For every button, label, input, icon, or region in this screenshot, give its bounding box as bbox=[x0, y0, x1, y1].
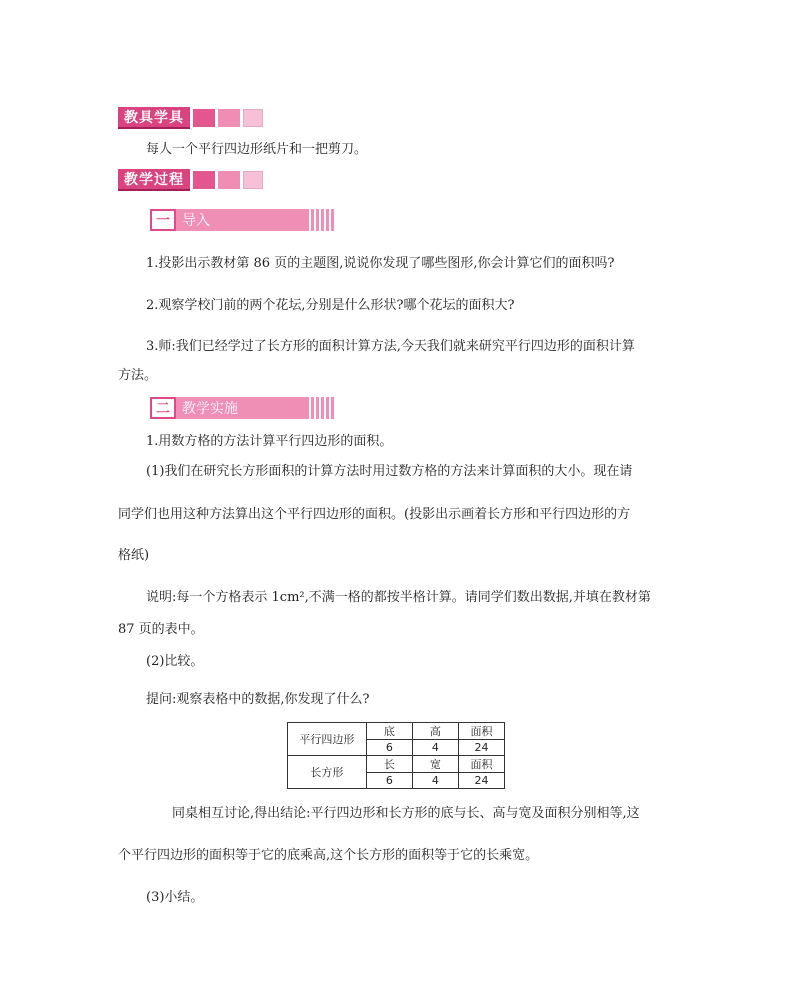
section-title: 教具学具 bbox=[118, 107, 190, 129]
subsection-title: 导入 bbox=[182, 213, 210, 229]
table-cell: 4 bbox=[412, 773, 458, 789]
intro-item-2: 2.观察学校门前的两个花坛,分别是什么形状?哪个花坛的面积大? bbox=[146, 298, 515, 313]
table-cell: 面积 bbox=[458, 723, 504, 740]
table-cell: 24 bbox=[458, 773, 504, 789]
section-header-tools bbox=[118, 108, 263, 128]
tools-text: 每人一个平行四边形纸片和一把剪刀。 bbox=[146, 142, 368, 157]
decor-stripes bbox=[306, 209, 334, 231]
body-paragraph: (1)我们在研究长方形面积的计算方法时用过数方格的方法来计算面积的大小。现在请 bbox=[146, 464, 633, 479]
decor-square bbox=[243, 171, 263, 189]
body-paragraph: 同桌相互讨论,得出结论:平行四边形和长方形的底与长、高与宽及面积分别相等,这 bbox=[172, 806, 640, 821]
body-paragraph: (2)比较。 bbox=[146, 654, 204, 669]
subsection-header-intro bbox=[150, 209, 334, 231]
table-cell: 6 bbox=[366, 740, 412, 756]
decor-stripes bbox=[306, 397, 334, 419]
intro-item-3: 3.师:我们已经学过了长方形的面积计算方法,今天我们就来研究平行四边形的面积计算 bbox=[146, 339, 635, 354]
body-paragraph: 1.用数方格的方法计算平行四边形的面积。 bbox=[146, 434, 393, 449]
decor-square bbox=[243, 109, 263, 127]
decor-square bbox=[218, 109, 240, 127]
table-cell: 宽 bbox=[412, 756, 458, 773]
body-paragraph: 格纸) bbox=[118, 548, 150, 563]
subsection-bar bbox=[176, 209, 334, 231]
decor-square bbox=[193, 171, 215, 189]
subsection-title: 教学实施 bbox=[182, 401, 238, 417]
section-header-process bbox=[118, 170, 263, 190]
table-cell: 面积 bbox=[458, 756, 504, 773]
body-paragraph: 说明:每一个方格表示 1cm²,不满一格的都按半格计算。请同学们数出数据,并填在教材第 bbox=[146, 590, 651, 605]
intro-item-3-cont: 方法。 bbox=[118, 368, 158, 383]
intro-item-1: 1.投影出示教材第 86 页的主题图,说说你发现了哪些图形,你会计算它们的面积吗? bbox=[146, 256, 615, 271]
table-cell: 24 bbox=[458, 740, 504, 756]
body-paragraph: 87 页的表中。 bbox=[118, 622, 204, 637]
table-row bbox=[288, 756, 505, 773]
body-paragraph: 个平行四边形的面积等于它的底乘高,这个长方形的面积等于它的长乘宽。 bbox=[118, 848, 539, 863]
section-title: 教学过程 bbox=[118, 169, 190, 191]
decor-square bbox=[218, 171, 240, 189]
body-paragraph: 同学们也用这种方法算出这个平行四边形的面积。(投影出示画着长方形和平行四边形的方 bbox=[118, 507, 631, 522]
table-cell: 长 bbox=[366, 756, 412, 773]
body-paragraph: (3)小结。 bbox=[146, 890, 204, 905]
table-row bbox=[288, 723, 505, 740]
body-paragraph: 提问:观察表格中的数据,你发现了什么? bbox=[146, 692, 370, 707]
table-cell: 平行四边形 bbox=[288, 723, 367, 756]
table-cell: 6 bbox=[366, 773, 412, 789]
subsection-bar bbox=[176, 397, 334, 419]
comparison-table bbox=[287, 722, 505, 789]
table-cell: 4 bbox=[412, 740, 458, 756]
decor-square bbox=[193, 109, 215, 127]
subsection-header-teaching bbox=[150, 397, 334, 419]
subsection-number: 二 bbox=[150, 397, 176, 419]
table-cell: 长方形 bbox=[288, 756, 367, 789]
table-cell: 高 bbox=[412, 723, 458, 740]
subsection-number: 一 bbox=[150, 209, 176, 231]
table-cell: 底 bbox=[366, 723, 412, 740]
